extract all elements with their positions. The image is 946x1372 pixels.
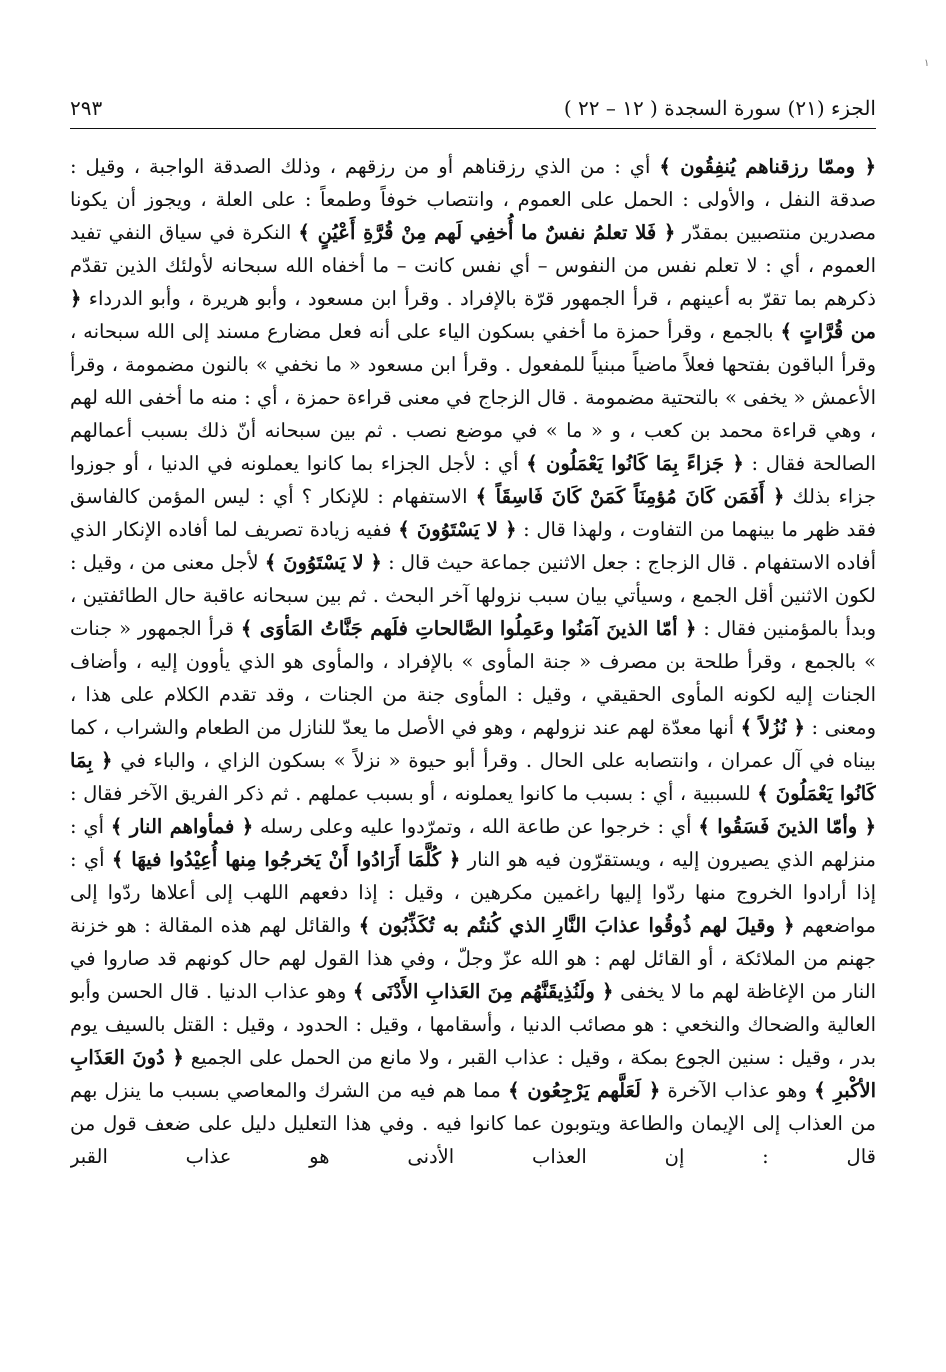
commentary-text: النكرة في سياق النفي تفيد العموم ، أي : لا تعلم نفس من النفوس – أي نفس كانت – ما أخفاه الله سبحانه لأولئك الذين تقدّم ذكرهم بما تقرّ به أعينهم ، قرأ الجمهور قرّة بالإفراد . وقرأ ابن مسعود ، وأبو هريرة ، وأبو الدرداء	[70, 221, 876, 310]
quran-verse-quote: ﴿ فَلا تعلمُ نفسٌ ما أُخفِي لَهم مِنْ قُرَّةِ أَعْيُنٍ ﴾	[298, 221, 676, 244]
commentary-text: والقائل لهم هذه المقالة : هو خزنة جهنم من الملائكة ، أو القائل لهم : هو الله عزّ وجلّ ، وفي هذا القول لهم حال كونهم قد صاروا في النار من الإغاظة لهم ما لا يخفى	[70, 914, 876, 1003]
quran-verse-quote: ﴿ أمّا الذينَ آمَنُوا وعَمِلُوا الصَّالحاتِ فلَهم جَنَّاتُ المَأوَى ﴾	[240, 617, 697, 640]
commentary-text: ففيه زيادة تصريف لما أفاده الإنكار الذي أفاده الاستفهام . قال الزجاج : جعل الاثنين جماعة حيث قال :	[70, 518, 876, 574]
commentary-text: أي : خرجوا عن طاعة الله ، وتمرّدوا عليه وعلى رسله	[253, 815, 699, 838]
quran-verse-quote: ﴿ وأمّا الذينَ فَسَقُوا ﴾	[698, 815, 876, 838]
quran-verse-quote: ﴿ وقيلَ لهم ذُوقُوا عذابَ النَّارِ الذي كُنتُم به تُكَذِّبُون ﴾	[358, 914, 795, 937]
commentary-text: أنها معدّة لهم عند نزولهم ، وهو في الأصل ما يعدّ للنازل من الطعام والشراب ، كما بيناه في آل عمران ، وانتصابه على الحال . وقرأ أبو حيوة « نزلاً » بسكون الزاي ، والباء في	[70, 716, 876, 772]
commentary-text: بالجمع ، وقرأ حمزة ما أخفي بسكون الياء على أنه فعل مضارع مسند إلى الله سبحانه ، وقرأ الباقون بفتحها فعلاً ماضياً مبنياً للمفعول . وقرأ ابن مسعود « ما نخفي » بالنون مضمومة ، وقرأ الأعمش « يخفى » بالتحتية مضمومة . قال الزجاج في معنى قراءة حمزة ، أي : منه ما أخفى الله لهم ، وهي قراءة محمد بن كعب ، و « ما » في موضع نصب . ثم بين سبحانه أنّ ذلك بسبب أعمالهم الصالحة فقال :	[70, 320, 876, 475]
commentary-text: الاستفهام : للإنكار ؟ أي : ليس المؤمن كالفاسق فقد ظهر ما بينهما من التفاوت ، ولهذا قال :	[70, 485, 876, 541]
corner-mark: ١	[924, 58, 930, 69]
commentary-text: قرأ الجمهور « جنات » بالجمع ، وقرأ طلحة بن مصرف « جنة المأوى » بالإفراد ، والمأوى هو الذي يأوون إليه ، وأضاف الجنات إليه لكونه المأوى الحقيقي ، وقيل : المأوى جنة من الجنات ، وقد تقدم الكلام على هذا ، ومعنى :	[70, 617, 876, 739]
header-rule	[70, 128, 876, 129]
commentary-text: أي : من الذي رزقناهم أو من رزقهم ، وذلك الصدقة الواجبة ، وقيل : صدقة النفل ، والأولى : الحمل على العموم ، وانتصاب خوفاً وطمعاً : على العلة ، ويجوز أن يكونا مصدرين منتصبين بمقدّر	[70, 155, 876, 244]
quran-verse-quote: ﴿ لا يَسْتَوُونَ ﴾	[398, 518, 517, 541]
commentary-text: وهو عذاب الآخرة	[660, 1079, 815, 1102]
quran-verse-quote: ﴿ بِمَا كَانُوا يَعْمَلُونَ ﴾	[70, 749, 876, 805]
commentary-text: أي : لأجل الجزاء بما كانوا يعملونه في الدنيا ، أو جوزوا جزاء بذلك	[70, 452, 876, 508]
quran-verse-quote: ﴿ من قُرَّاتٍ ﴾	[70, 287, 876, 343]
commentary-text: للسببية ، أي : بسبب ما كانوا يعملونه ، أو بسبب عملهم . ثم ذكر الفريق الآخر فقال :	[70, 782, 758, 805]
commentary-text: أي : إذا أرادوا الخروج منها ردّوا إليها راغمين مكرهين ، وقيل : إذا دفعهم اللهب إلى أعلاها ردّوا إلى مواضعهم	[70, 848, 876, 937]
commentary-text: وهو عذاب الدنيا . قال الحسن وأبو العالية والضحاك والنخعي : هو مصائب الدنيا ، وأسقامها ، وقيل : الحدود ، وقيل : القتل بالسيف يوم بدر ، وقيل : سنين الجوع بمكة ، وقيل : عذاب القبر ، ولا مانع من الحمل على الجميع	[70, 980, 876, 1069]
quran-verse-quote: ﴿ ولَنُذِيقَنَّهُم مِنَ العَذابِ الأَدْنَى ﴾	[352, 980, 614, 1003]
quran-verse-quote: ﴿ دُونَ العَذَابِ الأكْبرِ ﴾	[70, 1046, 876, 1102]
page-header	[70, 94, 876, 124]
commentary-text: لأجل معنى من ، وقيل : لكون الاثنين أقل الجمع ، وسيأتي بيان سبب نزولها آخر البحث . ثم بين سبحانه عاقبة حال الطائفتين ، وبدأ بالمؤمنين فقال :	[70, 551, 876, 640]
quran-verse-quote: ﴿ لَعَلَّهم يَرْجِعُون ﴾	[508, 1079, 661, 1102]
quran-verse-quote: ﴿ فمأواهم النار ﴾	[110, 815, 254, 838]
commentary-paragraph	[70, 150, 876, 1173]
quran-verse-quote: ﴿ جَزاءً بِمَا كَانُوا يَعْمَلُون ﴾	[526, 452, 744, 475]
quran-verse-quote: ﴿ كُلَّمَا أَرَادُوا أَنْ يَخرجُوا مِنها أُعِيْدُوا فيهَا ﴾	[111, 848, 461, 871]
quran-verse-quote: ﴿ وممّا رزقناهم يُنفِقُون ﴾	[659, 155, 876, 178]
quran-verse-quote: ﴿ نُزُلاً ﴾	[740, 716, 805, 739]
quran-verse-quote: ﴿ أَفَمَن كَانَ مُؤمِنَاً كَمَنْ كَانَ فَاسِقَاً ﴾	[475, 485, 785, 508]
header-title: الجزء (٢١) سورة السجدة ( ١٢ – ٢٢ )	[563, 96, 876, 120]
body-text	[70, 150, 876, 1280]
commentary-text: مما هم فيه من الشرك والمعاصي بسبب ما ينزل بهم من العذاب إلى الإيمان والطاعة ويتوبون عما كانوا فيه . وفي هذا التعليل دليل على ضعف قول من قال : إن العذاب الأدنى هو عذاب القبر	[70, 1079, 876, 1168]
quran-verse-quote: ﴿ لا يَسْتَوُونَ ﴾	[264, 551, 382, 574]
commentary-text: أي : منزلهم الذي يصيرون إليه ، ويستقرّون فيه هو النار	[70, 815, 876, 871]
page-number: ٢٩٣	[70, 96, 103, 120]
